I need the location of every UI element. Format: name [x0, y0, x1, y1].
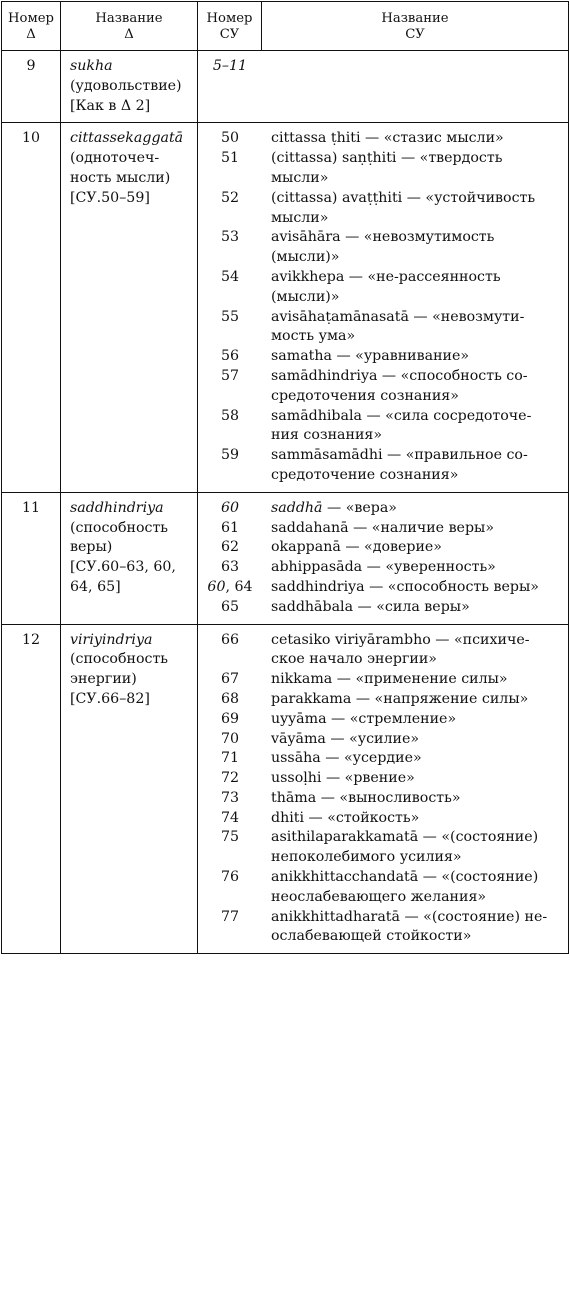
su-entry [198, 769, 568, 789]
description-line: samādhibala — «сила сосредоточе- [271, 407, 532, 424]
description-line: cetasiko viriyārambho — «психиче- [271, 631, 530, 648]
su-description [262, 189, 568, 229]
su-entry [198, 446, 568, 486]
su-description [262, 769, 568, 789]
su-number-text: 55 [220, 308, 240, 325]
table-row [2, 492, 569, 624]
su-number-text: 66 [220, 631, 240, 648]
row-number: 10 [2, 123, 61, 492]
su-number [198, 538, 262, 558]
name-line: 64, 65] [70, 578, 121, 595]
su-description [262, 538, 568, 558]
description-line: saddahanā — «наличие веры» [271, 519, 495, 536]
su-number [198, 519, 262, 539]
su-description [262, 268, 568, 308]
description-line: saddhindriya — «способность веры» [271, 578, 539, 595]
su-entry [198, 57, 568, 97]
su-description [262, 690, 568, 710]
header-name-delta: Название Δ [61, 2, 198, 51]
su-description [262, 710, 568, 730]
pali-term: sukha [70, 58, 113, 74]
su-number [198, 789, 262, 809]
su-number [198, 446, 262, 486]
su-entry [198, 558, 568, 578]
su-description [262, 749, 568, 769]
su-description [262, 57, 568, 97]
description-line: (мысли)» [271, 249, 340, 266]
su-entry [198, 710, 568, 730]
description-line: uyyāma — «стремление» [271, 710, 457, 727]
description-line: (мысли)» [271, 288, 340, 305]
table-row [2, 51, 569, 123]
description-line: ussoḷhi — «рвение» [271, 770, 415, 787]
su-entry [198, 730, 568, 750]
description-line: saddhā — «вера» [271, 499, 397, 516]
su-number-text: 65 [220, 598, 240, 615]
description-line: sammāsamādhi — «правильное со- [271, 447, 528, 464]
row-number: 12 [2, 624, 61, 954]
name-line: [Как в Δ 2] [70, 97, 151, 114]
su-number [198, 367, 262, 407]
su-entry [198, 631, 568, 671]
description-line: мысли» [271, 209, 329, 226]
su-entries [198, 123, 569, 492]
su-number-text: 69 [220, 710, 240, 727]
su-description [262, 308, 568, 348]
name-line: ность мысли) [70, 169, 171, 186]
pali-term: cittassekaggatā [70, 130, 184, 147]
su-number [198, 908, 262, 948]
description-line: abhippasāda — «уверенность» [271, 559, 496, 576]
su-number-text: 62 [220, 539, 240, 556]
pali-term: viriyindriya [70, 631, 153, 648]
su-number [198, 730, 262, 750]
su-entries [198, 51, 569, 123]
description-line: avikkhepa — «не-рассеянность [271, 268, 501, 285]
su-description [262, 407, 568, 447]
su-number [198, 670, 262, 690]
su-number [198, 558, 262, 578]
description-line: (cittassa) saṇṭhiti — «твердость [271, 150, 503, 167]
su-entries [198, 624, 569, 954]
table-row [2, 123, 569, 492]
su-entry [198, 499, 568, 519]
su-description [262, 789, 568, 809]
description-line: okappanā — «доверие» [271, 539, 442, 556]
su-number [198, 189, 262, 229]
name-line: [СУ.50–59] [70, 189, 150, 206]
table-header [2, 2, 569, 51]
su-number-text: 76 [220, 869, 240, 886]
table-body [2, 51, 569, 954]
su-entry [198, 189, 568, 229]
su-number [198, 828, 262, 868]
su-entry [198, 598, 568, 618]
su-number-text: 52 [220, 189, 240, 206]
su-number [198, 868, 262, 908]
header-number-delta: Номер Δ [2, 2, 61, 51]
su-description [262, 631, 568, 671]
description-line: ослабевающей стойкости» [271, 928, 472, 945]
su-number-text: 60, 64 [207, 578, 253, 595]
description-line: samādhindriya — «способность со- [271, 367, 528, 384]
name-line: веры) [70, 539, 113, 556]
row-number: 11 [2, 492, 61, 624]
su-number-text: 59 [220, 447, 240, 464]
su-number [198, 268, 262, 308]
su-entry [198, 908, 568, 948]
description-line: avisāhaṭamānasatā — «невозмути- [271, 308, 525, 325]
su-entry [198, 789, 568, 809]
glossary-table [1, 1, 569, 954]
su-description [262, 129, 568, 149]
su-number [198, 228, 262, 268]
su-entry [198, 809, 568, 829]
su-description [262, 598, 568, 618]
description-line: parakkama — «напряжение силы» [271, 690, 529, 707]
description-line: thāma — «выносливость» [271, 789, 461, 806]
description-line: saddhābala — «сила веры» [271, 598, 470, 615]
su-number-text: 75 [220, 829, 240, 846]
su-entry [198, 578, 568, 598]
su-number-text: 67 [220, 671, 240, 688]
row-name [61, 624, 198, 954]
su-number-text: 56 [220, 348, 240, 365]
su-entries [198, 492, 569, 624]
su-number [198, 149, 262, 189]
name-line: (удовольствие) [70, 77, 182, 94]
description-line: средоточение сознания» [271, 466, 459, 483]
su-description [262, 828, 568, 868]
su-number-text: 57 [220, 367, 240, 384]
su-entry [198, 347, 568, 367]
su-number [198, 769, 262, 789]
description-line [262, 57, 568, 77]
table-row [2, 624, 569, 954]
su-number-text: 63 [220, 559, 240, 576]
name-line: (способность [70, 519, 169, 536]
su-number [198, 308, 262, 348]
su-number [198, 57, 262, 97]
su-entry [198, 308, 568, 348]
description-line: ское начало энергии» [271, 651, 437, 668]
description-line: samatha — «уравнивание» [271, 348, 470, 365]
description-line: непоколебимого усилия» [271, 849, 462, 866]
su-description [262, 367, 568, 407]
su-number [198, 598, 262, 618]
su-number-text: 58 [220, 407, 240, 424]
su-entry [198, 868, 568, 908]
row-name [61, 492, 198, 624]
description-line: средоточения сознания» [271, 387, 459, 404]
su-number [198, 631, 262, 671]
su-entry [198, 519, 568, 539]
su-number-text: 61 [220, 519, 240, 536]
description-line: nikkama — «применение силы» [271, 671, 508, 688]
su-entry [198, 407, 568, 447]
pali-term: saddhindriya [70, 499, 164, 516]
su-description [262, 149, 568, 189]
su-number [198, 499, 262, 519]
su-description [262, 228, 568, 268]
su-entry [198, 690, 568, 710]
header-name-su: Название СУ [262, 2, 569, 51]
description-line [262, 77, 568, 97]
su-entry [198, 129, 568, 149]
su-description [262, 670, 568, 690]
description-line: vāyāma — «усилие» [271, 730, 420, 747]
description-line: dhiti — «стойкость» [271, 809, 420, 826]
su-number [198, 129, 262, 149]
su-entry [198, 828, 568, 868]
su-number [198, 710, 262, 730]
name-line: [СУ.60–63, 60, [70, 559, 176, 576]
description-line: мость ума» [271, 328, 356, 345]
su-entry [198, 268, 568, 308]
su-description [262, 446, 568, 486]
su-number-text: 72 [220, 770, 240, 787]
su-number-text: 73 [220, 789, 240, 806]
su-number-text: 68 [220, 690, 240, 707]
description-line: (cittassa) avaṭṭhiti — «устойчивость [271, 189, 536, 206]
su-number-text: 70 [220, 730, 240, 747]
row-name [61, 123, 198, 492]
su-number [198, 809, 262, 829]
su-entry [198, 228, 568, 268]
su-description [262, 730, 568, 750]
su-entry [198, 149, 568, 189]
su-number-text: 60 [220, 499, 240, 516]
header-number-su: Номер СУ [198, 2, 262, 51]
su-description [262, 519, 568, 539]
su-number [198, 347, 262, 367]
su-entry [198, 670, 568, 690]
su-entry [198, 749, 568, 769]
su-description [262, 347, 568, 367]
su-description [262, 809, 568, 829]
description-line: ния сознания» [271, 427, 383, 444]
su-number-text: 77 [220, 908, 240, 925]
description-line: avisāhāra — «невозмутимость [271, 229, 495, 246]
su-number [198, 407, 262, 447]
su-description [262, 908, 568, 948]
su-number-text: 53 [220, 229, 240, 246]
name-line: (одноточеч- [70, 150, 160, 167]
name-line: [СУ.66–82] [70, 690, 150, 707]
su-number-text: 51 [220, 150, 240, 167]
su-entry [198, 367, 568, 407]
su-number-text: 5–11 [212, 58, 248, 74]
row-name [61, 51, 198, 123]
description-line: ussāha — «усердие» [271, 750, 422, 767]
su-description [262, 499, 568, 519]
su-number-text: 54 [220, 268, 240, 285]
su-number-text: 50 [220, 130, 240, 147]
description-line: мысли» [271, 169, 329, 186]
su-number-text: 71 [220, 750, 240, 767]
row-number: 9 [2, 51, 61, 123]
description-line: cittassa ṭhiti — «стазис мысли» [271, 130, 504, 147]
su-number [198, 749, 262, 769]
description-line: asithilaparakkamatā — «(состояние) [271, 829, 539, 846]
su-number-text: 74 [220, 809, 240, 826]
description-line: anikkhittadharatā — «(состояние) не- [271, 908, 548, 925]
su-number [198, 690, 262, 710]
su-description [262, 868, 568, 908]
su-entry [198, 538, 568, 558]
su-description [262, 578, 568, 598]
description-line: anikkhittacchandatā — «(состояние) [271, 869, 539, 886]
su-description [262, 558, 568, 578]
name-line: (способность [70, 651, 169, 668]
name-line: энергии) [70, 671, 137, 688]
description-line: неослабевающего желания» [271, 888, 487, 905]
su-number [198, 578, 262, 598]
